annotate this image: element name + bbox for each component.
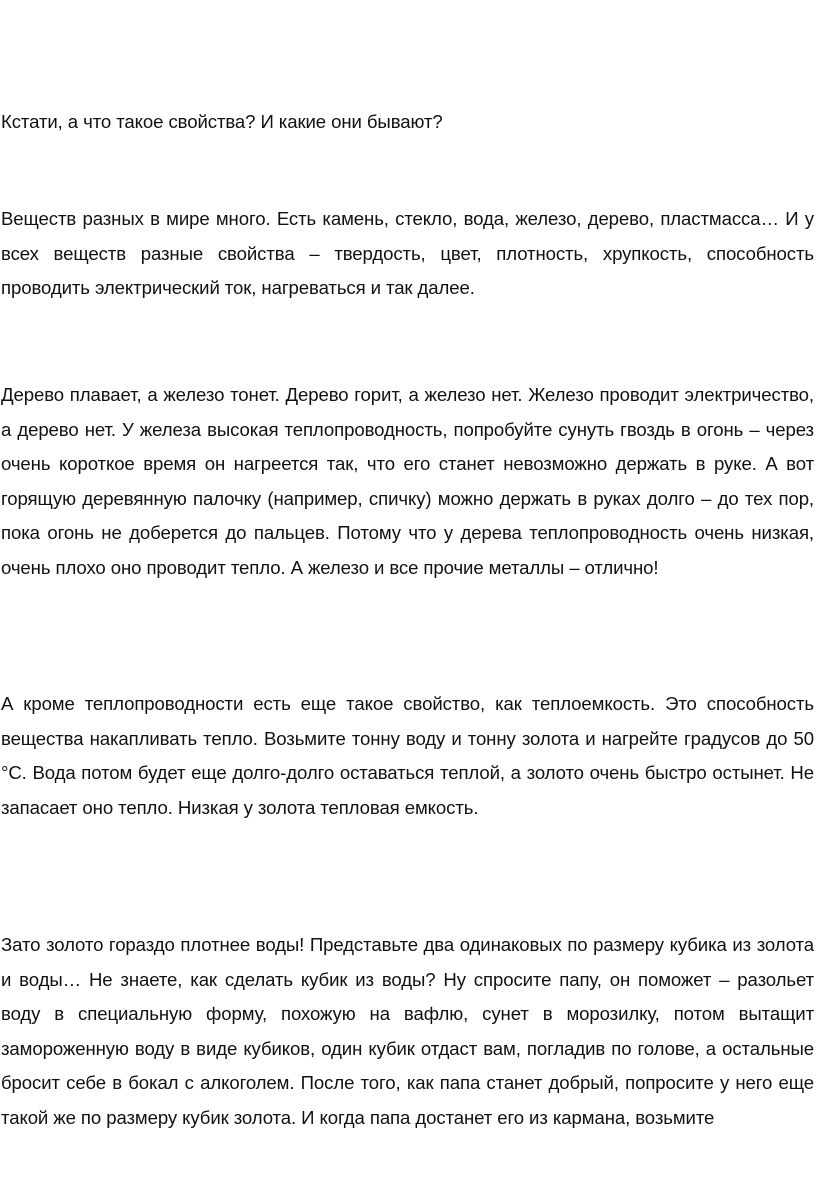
- paragraph-density: Зато золото гораздо плотнее воды! Представьте два одинаковых по размеру кубика из золота и воды… Не знаете, как сделать кубик из воды? Ну спросите папу, он поможет – разольет воду в специальную форму, похожую на вафлю, сунет в морозилку, потом вытащит замороженную воду в виде кубиков, один кубик отдаст вам, погладив по голове, а остальные бросит себе в бокал с алкоголем. После того, как папа станет добрый, попросите у него еще такой же по размеру кубик золота. И когда папа достанет его из кармана, возьмите: [1, 934, 814, 1128]
- paragraph-intro-question: Кстати, а что такое свойства? И какие они бывают?: [1, 111, 443, 132]
- paragraph-substances: Веществ разных в мире много. Есть камень, стекло, вода, железо, дерево, пластмасса… И у всех веществ разные свойства – твердость, цвет, плотность, хрупкость, способность проводить электрический ток, нагреваться и так далее.: [1, 208, 814, 298]
- paragraph-heat-capacity: А кроме теплопроводности есть еще такое свойство, как теплоемкость. Это способность вещества накапливать тепло. Возьмите тонну воду и тонну золота и нагрейте градусов до 50 °С. Вода потом будет еще долго-долго оставаться теплой, а золото очень быстро остынет. Не запасает оно тепло. Низкая у золота тепловая емкость.: [1, 693, 814, 818]
- paragraph-wood-iron: Дерево плавает, а железо тонет. Дерево горит, а железо нет. Железо проводит электричество, а дерево нет. У железа высокая теплопроводность, попробуйте сунуть гвоздь в огонь – через очень короткое время он нагреется так, что его станет невозможно держать в руке. А вот горящую деревянную палочку (например, спичку) можно держать в руках долго – до тех пор, пока огонь не доберется до пальцев. Потому что у дерева теплопроводность очень низкая, очень плохо оно проводит тепло. А железо и все прочие металлы – отлично!: [1, 384, 814, 578]
